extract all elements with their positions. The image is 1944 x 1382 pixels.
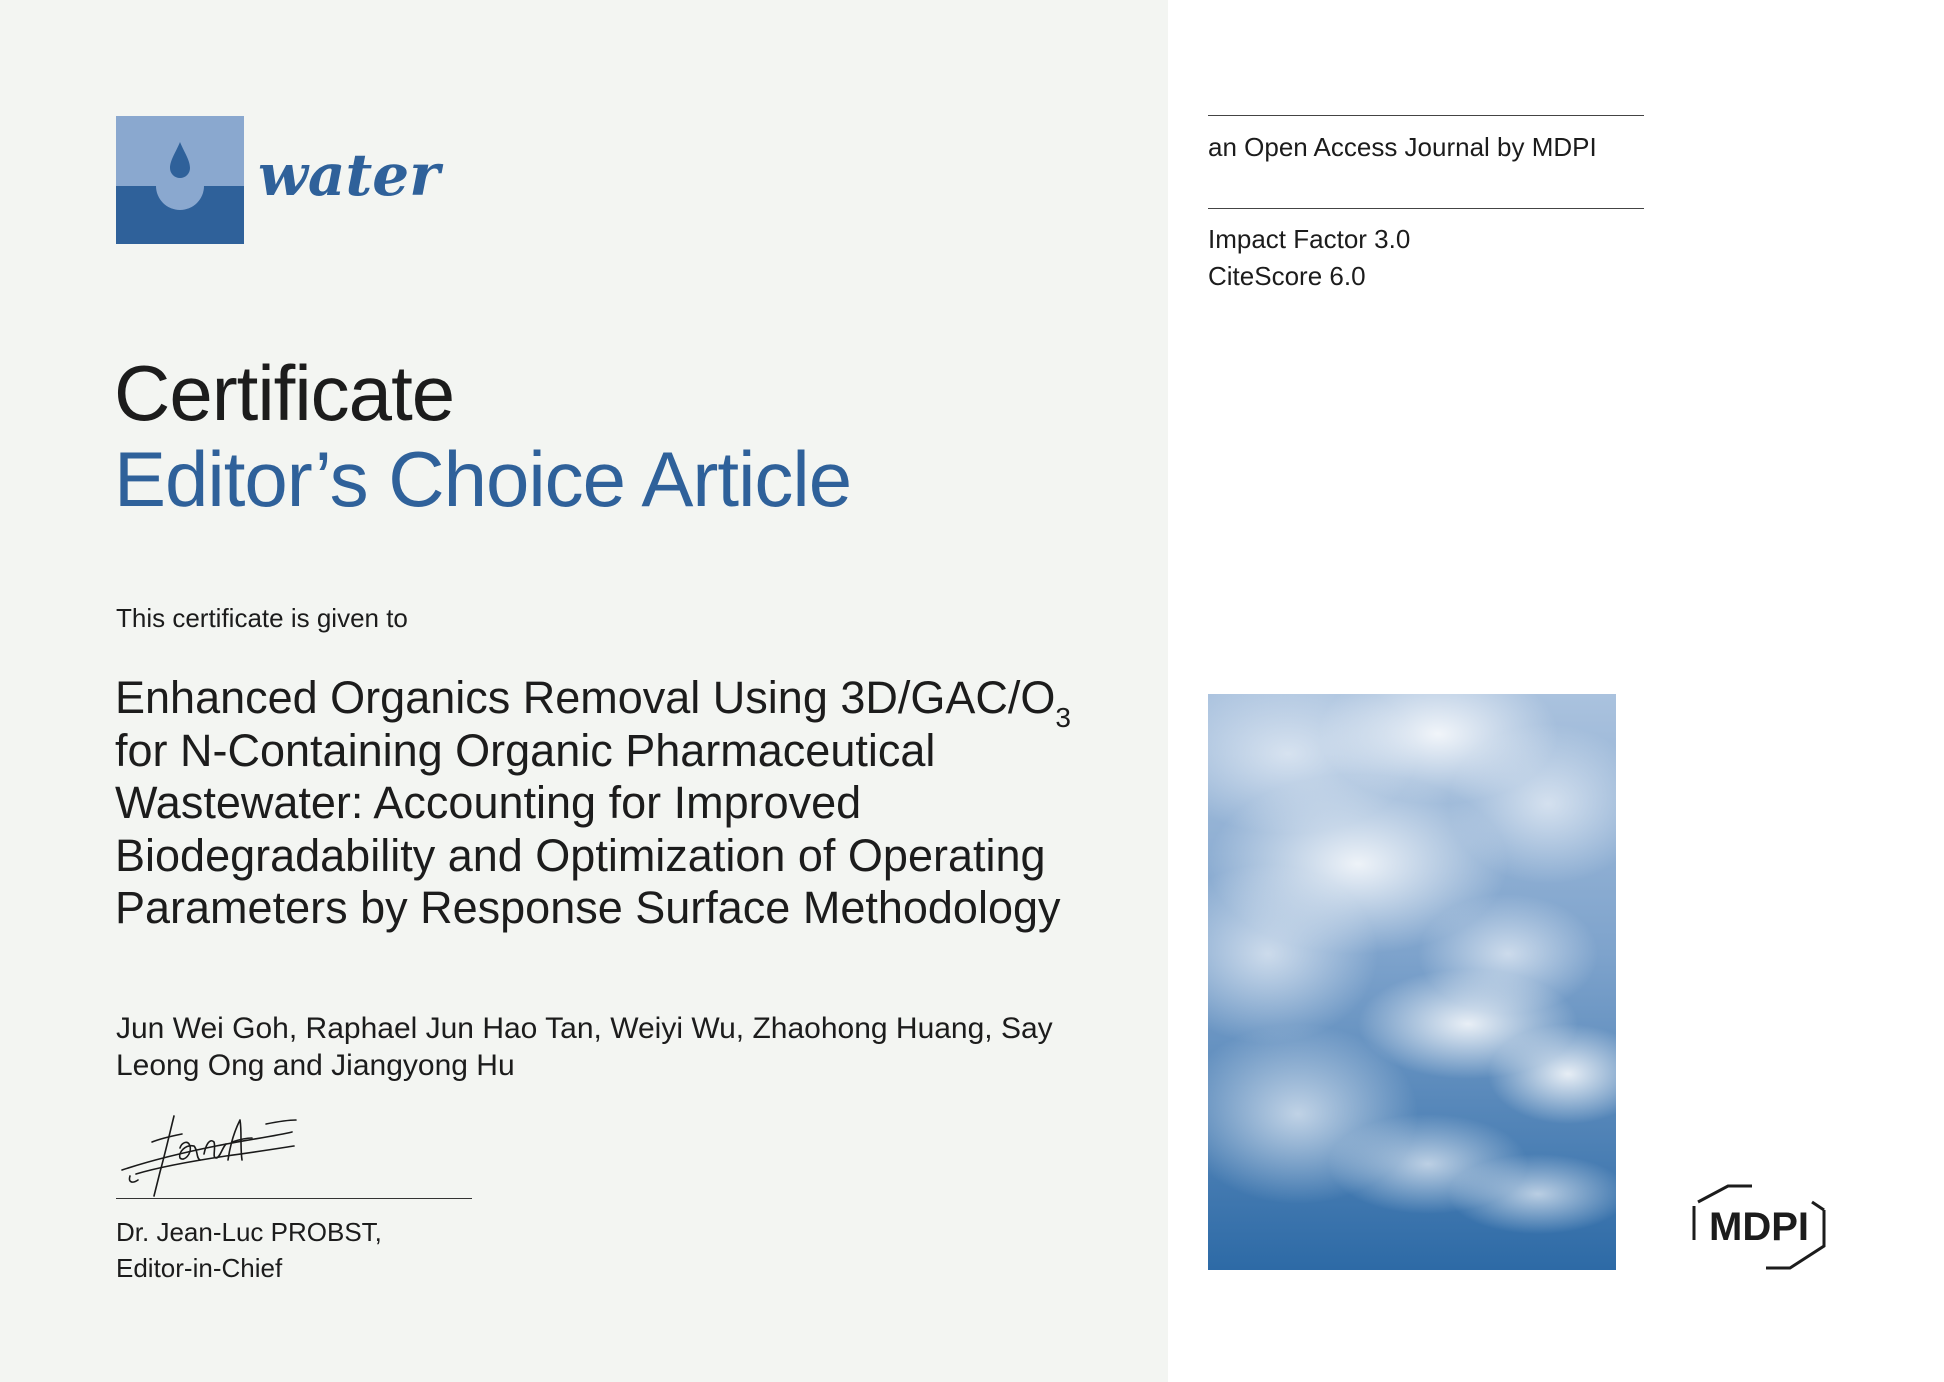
water-drop-icon	[116, 116, 244, 244]
journal-name: water	[258, 141, 440, 209]
divider-middle	[1208, 208, 1644, 209]
editor-signature	[116, 1102, 306, 1198]
cover-image-clouds	[1208, 694, 1616, 1270]
article-title-part1: Enhanced Organics Removal Using 3D/GAC/O	[115, 672, 1056, 723]
publisher-line: an Open Access Journal by MDPI	[1208, 132, 1597, 162]
signature-line	[116, 1198, 472, 1199]
editor-role: Editor-in-Chief	[116, 1253, 283, 1283]
certificate-title: Certificate	[114, 349, 455, 437]
article-authors: Jun Wei Goh, Raphael Jun Hao Tan, Weiyi Wu, Zhaohong Huang, Say Leong Ong and Jiangyong Hu	[116, 1012, 1053, 1082]
article-title	[115, 672, 1075, 935]
certificate-subtitle: Editor’s Choice Article	[114, 435, 852, 523]
mdpi-logo-text: MDPI	[1709, 1205, 1809, 1249]
editor-name: Dr. Jean-Luc PROBST,	[116, 1217, 382, 1247]
impact-factor: Impact Factor 3.0	[1208, 224, 1411, 254]
divider-top	[1208, 115, 1644, 116]
article-title-subscript: 3	[1055, 702, 1071, 733]
given-to-label: This certificate is given to	[116, 603, 408, 633]
citescore: CiteScore 6.0	[1208, 261, 1366, 291]
article-title-part2: for N-Containing Organic Pharmaceutical Wastewater: Accounting for Improved Biodegradability and Optimization of Operating Parameters by Response Surface Methodology	[115, 724, 1061, 933]
mdpi-logo	[1690, 1182, 1828, 1272]
